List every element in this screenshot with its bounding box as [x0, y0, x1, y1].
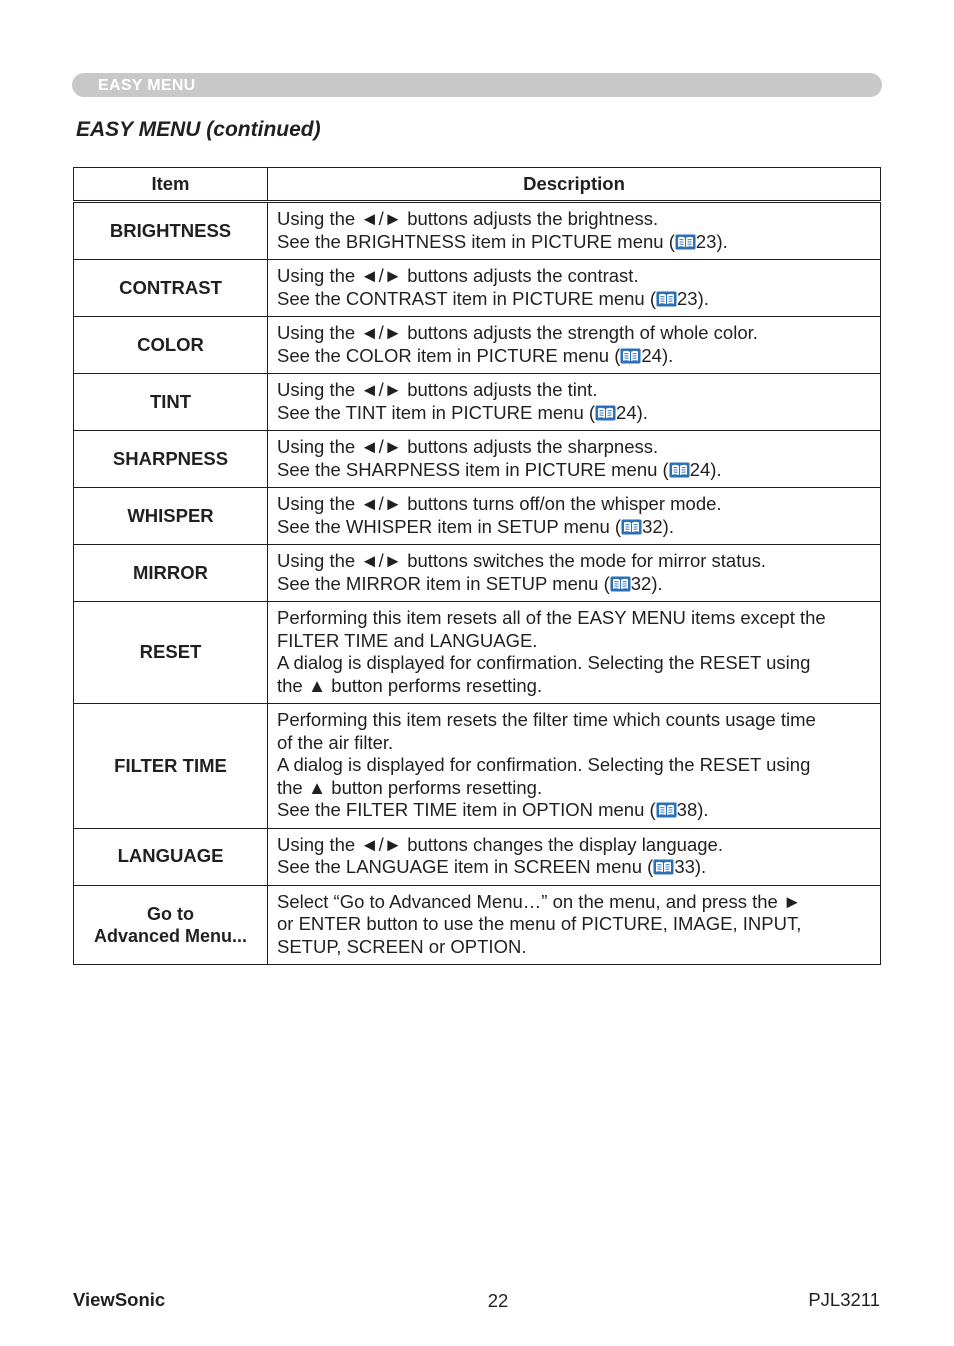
table-row [74, 704, 881, 829]
description-text: See the SHARPNESS item in PICTURE menu ( [277, 458, 669, 480]
description-line [277, 777, 871, 800]
description-text: See the COLOR item in PICTURE menu ( [277, 344, 621, 366]
menu-item-description [268, 488, 881, 545]
table-row [74, 374, 881, 431]
section-label: EASY MENU [98, 77, 196, 94]
menu-item-name: TINT [74, 374, 268, 431]
description-line [277, 913, 871, 936]
menu-item-name: LANGUAGE [74, 828, 268, 885]
description-text: Using the ◄/► buttons turns off/on the whisper mode. [277, 493, 722, 514]
description-text-after: ). [697, 799, 709, 820]
description-text: Using the ◄/► buttons adjusts the brightness. [277, 208, 659, 229]
description-text: of the air filter. [277, 731, 394, 753]
description-line [277, 493, 871, 516]
description-text: the ▲ button performs resetting. [277, 674, 543, 696]
page-reference: 23 [677, 287, 698, 309]
description-text-after: ). [694, 856, 707, 877]
description-text: See the BRIGHTNESS item in PICTURE menu ( [277, 230, 675, 252]
description-line [277, 379, 871, 402]
menu-item-description [268, 545, 881, 602]
description-text: See the FILTER TIME item in OPTION menu ( [277, 799, 656, 820]
description-text: See the WHISPER item in SETUP menu ( [277, 515, 622, 537]
description-line [277, 550, 871, 573]
column-header-item: Item [74, 168, 268, 202]
description-text-after: ). [636, 401, 648, 423]
page-reference: 24 [689, 458, 711, 480]
description-line [277, 231, 871, 254]
description-line [277, 208, 871, 231]
page-number: 22 [487, 1290, 509, 1311]
page-reference: 32 [630, 572, 652, 594]
description-text-after: ). [716, 230, 728, 252]
description-line [277, 459, 871, 482]
description-text: SETUP, SCREEN or OPTION. [277, 935, 527, 957]
description-line [277, 630, 871, 653]
menu-item-name-line: Advanced Menu... [93, 925, 248, 946]
menu-item-name-line: Go to [147, 903, 194, 924]
description-text: See the LANGUAGE item in SCREEN menu ( [277, 856, 654, 877]
model-number: PJL3211 [808, 1289, 880, 1310]
menu-item-name: CONTRAST [74, 260, 268, 317]
menu-item-description [268, 602, 881, 704]
description-line [277, 288, 871, 311]
description-text: Performing this item resets all of the EASY MENU items except the [277, 607, 826, 628]
table-row [74, 885, 881, 965]
table-body [74, 202, 881, 965]
menu-item-name: BRIGHTNESS [74, 202, 268, 260]
menu-item-name [74, 885, 268, 965]
page-reference: 23 [695, 230, 717, 252]
description-text: A dialog is displayed for confirmation. Selecting the RESET using [277, 754, 811, 775]
menu-item-name: WHISPER [74, 488, 268, 545]
description-text: Using the ◄/► buttons adjusts the contrast. [277, 265, 639, 286]
menu-item-description [268, 202, 881, 260]
menu-item-name: FILTER TIME [74, 704, 268, 829]
description-text-after: ). [651, 572, 663, 594]
description-line [277, 856, 871, 879]
table-row [74, 545, 881, 602]
book-reference-icon [610, 575, 631, 591]
description-line [277, 799, 871, 822]
table-row [74, 431, 881, 488]
description-line [277, 265, 871, 288]
description-text: Using the ◄/► buttons changes the display language. [277, 833, 723, 855]
description-line [277, 345, 871, 368]
table-row [74, 488, 881, 545]
section-header-bar [72, 73, 882, 97]
description-text: See the TINT item in PICTURE menu ( [277, 401, 596, 423]
easy-menu-table [73, 167, 881, 965]
menu-item-name: COLOR [74, 317, 268, 374]
page-title: EASY MENU (continued) [76, 118, 321, 141]
book-reference-icon [669, 461, 690, 477]
book-reference-icon [621, 518, 642, 534]
description-line [277, 322, 871, 345]
book-reference-icon [656, 801, 677, 817]
description-line [277, 402, 871, 425]
table-header-row [74, 168, 881, 202]
page-reference: 38 [676, 799, 698, 820]
column-header-description: Description [268, 168, 881, 202]
description-text-after: ). [662, 515, 674, 537]
menu-item-name: RESET [74, 602, 268, 704]
description-text: or ENTER button to use the menu of PICTURE, IMAGE, INPUT, [277, 913, 802, 934]
description-text-after: ). [661, 344, 674, 366]
table-row [74, 202, 881, 260]
book-reference-icon [595, 404, 616, 420]
book-reference-icon [653, 858, 674, 874]
page-reference: 24 [641, 344, 662, 366]
book-reference-icon [675, 233, 696, 249]
description-text: See the CONTRAST item in PICTURE menu ( [277, 287, 657, 309]
page-reference: 32 [642, 515, 663, 537]
description-text: Performing this item resets the filter time which counts usage time [277, 709, 816, 730]
description-line [277, 936, 871, 959]
menu-item-name: SHARPNESS [74, 431, 268, 488]
table-row [74, 602, 881, 704]
description-text: Using the ◄/► buttons adjusts the tint. [277, 379, 598, 400]
book-reference-icon [620, 347, 641, 363]
description-text-after: ). [697, 287, 709, 309]
menu-item-description [268, 431, 881, 488]
description-text: Using the ◄/► buttons adjusts the sharpness. [277, 436, 659, 457]
description-text: A dialog is displayed for confirmation. Selecting the RESET using [277, 652, 811, 673]
description-line [277, 891, 871, 914]
description-text-after: ). [710, 458, 722, 480]
description-line [277, 652, 871, 675]
description-text: FILTER TIME and LANGUAGE. [277, 629, 538, 651]
description-text: See the MIRROR item in SETUP menu ( [277, 572, 610, 594]
menu-item-description [268, 317, 881, 374]
table-row [74, 828, 881, 885]
footer-brand: ViewSonic [73, 1289, 166, 1310]
description-line [277, 754, 871, 777]
description-text: Using the ◄/► buttons switches the mode for mirror status. [277, 550, 767, 571]
menu-item-description [268, 885, 881, 965]
description-line [277, 607, 871, 630]
description-line [277, 675, 871, 698]
description-line [277, 436, 871, 459]
menu-item-description [268, 260, 881, 317]
description-line [277, 834, 871, 857]
menu-item-description [268, 374, 881, 431]
description-text: Using the ◄/► buttons adjusts the strength of whole color. [277, 322, 758, 343]
description-line [277, 709, 871, 732]
table-row [74, 260, 881, 317]
description-text: Select “Go to Advanced Menu…” on the menu, and press the ► [277, 890, 802, 912]
menu-item-description [268, 704, 881, 829]
table-row [74, 317, 881, 374]
book-reference-icon [656, 290, 677, 306]
description-line [277, 516, 871, 539]
description-line [277, 732, 871, 755]
menu-item-description [268, 828, 881, 885]
description-text: the ▲ button performs resetting. [277, 776, 543, 798]
page-reference: 24 [616, 401, 637, 423]
page-reference: 33 [674, 856, 695, 877]
description-line [277, 573, 871, 596]
menu-item-name: MIRROR [74, 545, 268, 602]
